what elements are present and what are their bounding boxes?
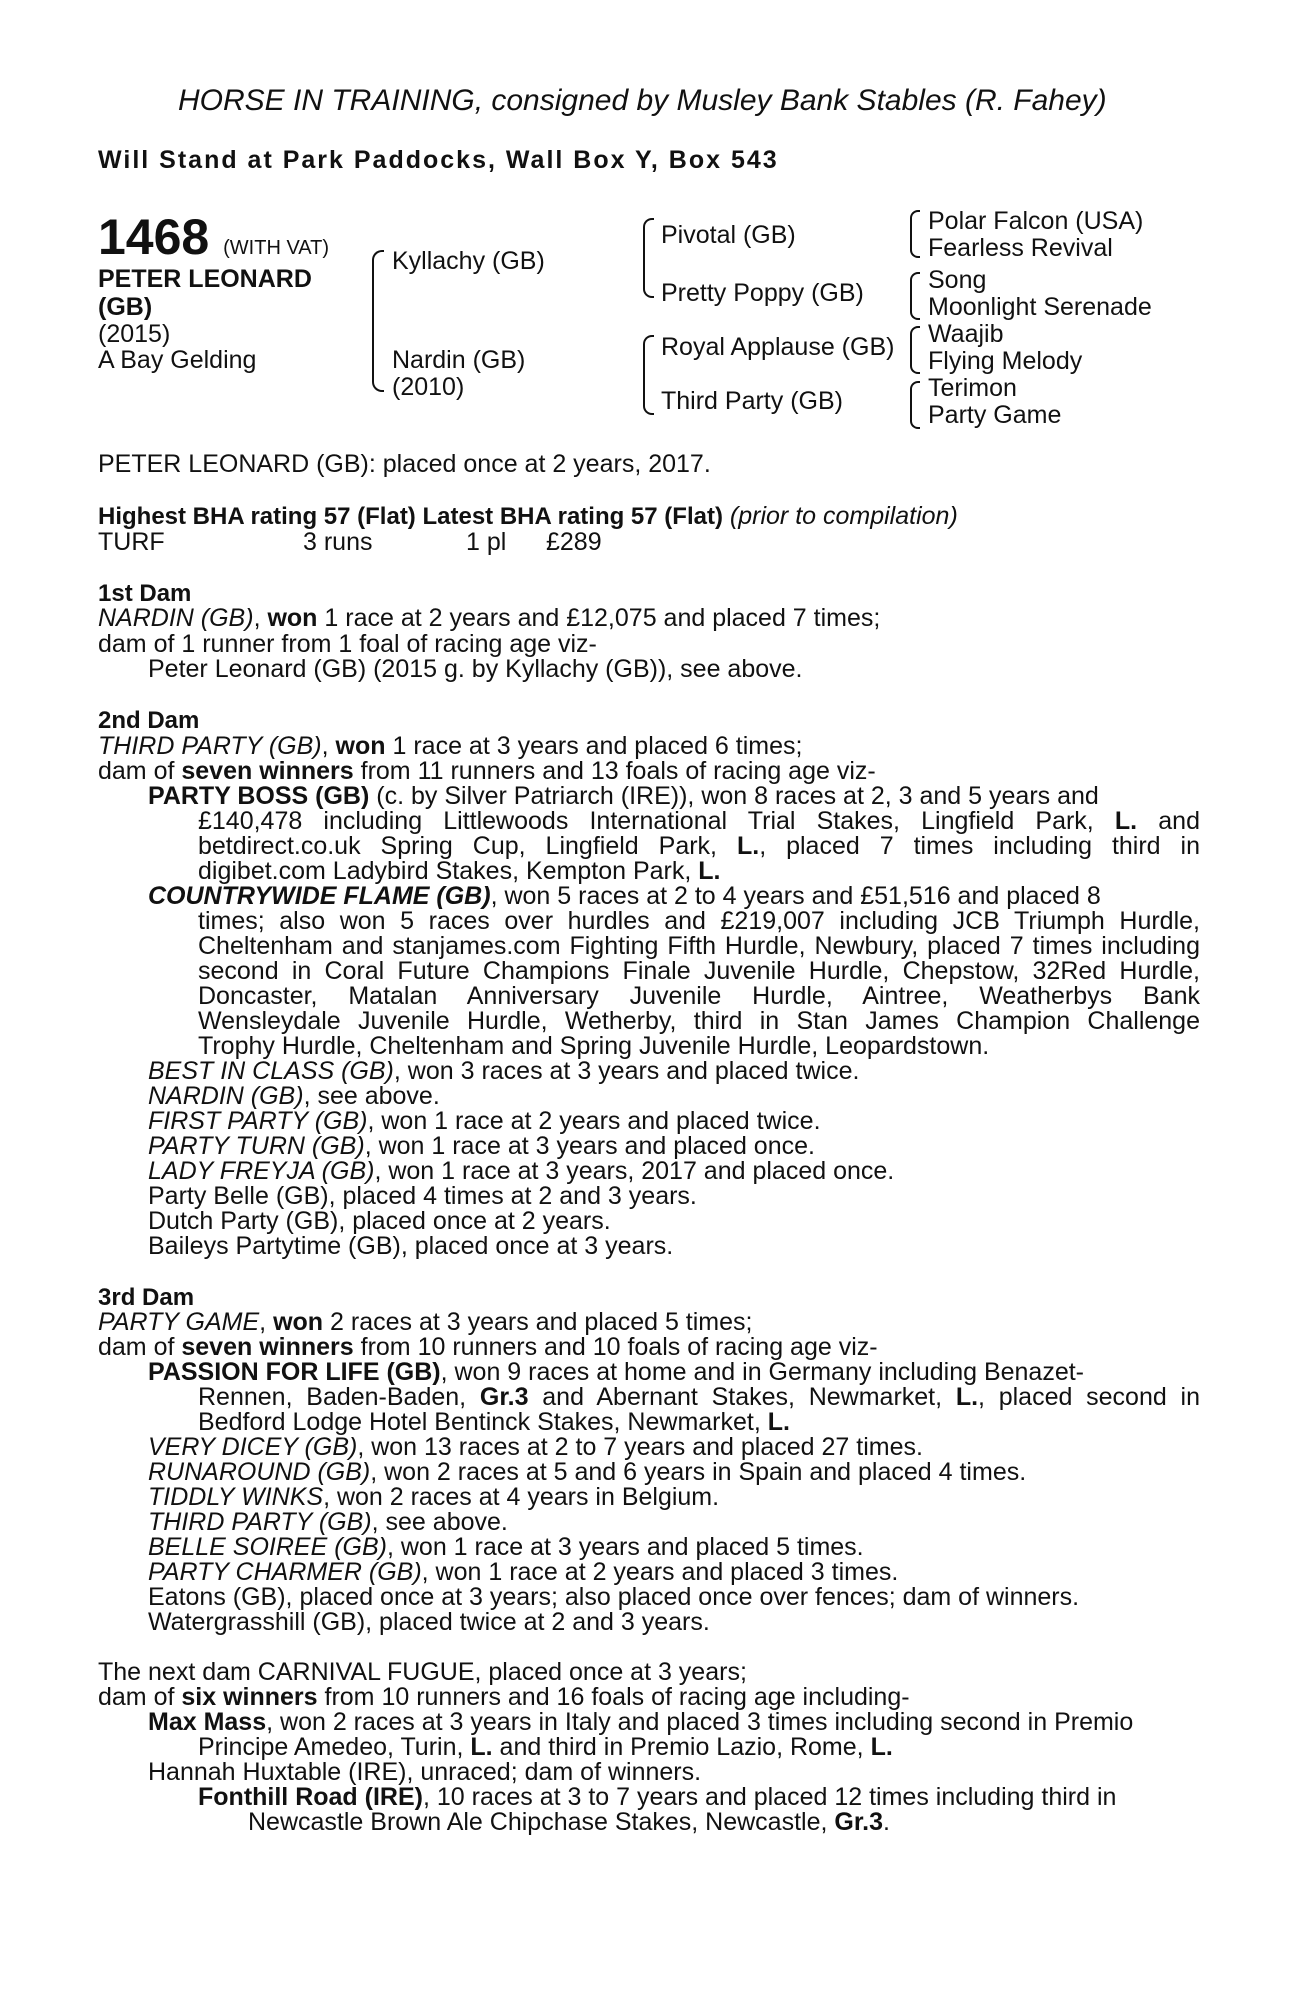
offspring-text: , won 13 races at 2 to 7 years and placed 27 times. (357, 1433, 923, 1461)
listed-badge: L. (698, 857, 721, 885)
sire-dam: Pretty Poppy (GB) (661, 279, 864, 307)
listed-badge: L. (955, 1383, 979, 1411)
offspring-hannah-huxtable: Hannah Huxtable (IRE), unraced; dam of winners. (148, 1758, 702, 1786)
offspring-fonthill-road (198, 1785, 1116, 1810)
offspring-name: FIRST PARTY (GB) (148, 1107, 368, 1135)
offspring-text: and Abernant Stakes, Newmarket, (542, 1383, 943, 1411)
offspring-name: COUNTRYWIDE FLAME (GB) (148, 882, 491, 910)
offspring-watergrasshill: Watergrasshill (GB), placed twice at 2 and 3 years. (148, 1608, 710, 1636)
dam: Nardin (GB) (392, 346, 526, 374)
offspring-text: , won 2 races at 4 years in Belgium. (323, 1483, 720, 1511)
second-dam-name: THIRD PARTY (GB) (98, 732, 322, 760)
offspring-text: , won 1 race at 3 years, 2017 and placed once. (374, 1157, 895, 1185)
offspring-text: , see above. (303, 1082, 440, 1110)
offspring-name: NARDIN (GB) (148, 1082, 304, 1110)
third-dam-record: PARTY GAME, won 2 races at 3 years and placed 5 times; (98, 1308, 753, 1336)
offspring-name: BEST IN CLASS (GB) (148, 1057, 394, 1085)
runs-count: 3 runs (303, 528, 373, 556)
first-dam-record-rest: 1 race at 2 years and £12,075 and placed 7 times; (317, 604, 881, 632)
third-dam-heading: 3rd Dam (98, 1284, 195, 1311)
offspring-text: , won 1 race at 2 years and placed 3 times. (421, 1558, 899, 1586)
grand-dam-2: Moonlight Serenade (928, 293, 1152, 321)
third-dam-produce-a: dam of (98, 1333, 182, 1361)
horse-description: A Bay Gelding (98, 346, 257, 374)
pedigree-brace-dam (643, 335, 654, 415)
offspring-party-boss-3 (198, 834, 1200, 859)
first-dam-name: NARDIN (GB) (98, 604, 254, 632)
third-dam-name: PARTY GAME (98, 1308, 260, 1336)
offspring-eatons: Eatons (GB), placed once at 3 years; also placed once over fences; dam of winners. (148, 1583, 1080, 1611)
grand-dam-3: Flying Melody (928, 347, 1083, 375)
next-dam-produce (98, 1685, 910, 1710)
offspring-belle-soiree (148, 1535, 864, 1560)
grand-dam-1: Fearless Revival (928, 234, 1113, 262)
pedigree-brace-g4 (910, 381, 920, 429)
bha-rating (98, 504, 958, 529)
offspring-passion-for-life (148, 1360, 1084, 1385)
first-dam-produce: dam of 1 runner from 1 foal of racing age viz- (98, 630, 597, 658)
dam-sire: Royal Applause (GB) (661, 333, 895, 361)
earnings: £289 (546, 528, 602, 556)
offspring-name: PARTY CHARMER (GB) (148, 1558, 422, 1586)
third-dam-record-rest: 2 races at 3 years and placed 5 times; (323, 1308, 753, 1336)
offspring-third-party (148, 1510, 508, 1535)
offspring-party-boss-4 (198, 859, 720, 884)
offspring-pf-3 (198, 1410, 790, 1435)
offspring-text: digibet.com Ladybird Stakes, Kempton Park, (198, 857, 699, 885)
offspring-lady-freyja (148, 1159, 894, 1184)
offspring-text: Rennen, Baden-Baden, (198, 1383, 467, 1411)
offspring-name: PASSION FOR LIFE (GB) (148, 1358, 441, 1386)
listed-badge: L. (870, 1733, 893, 1761)
offspring-fonthill-road-2 (248, 1810, 890, 1835)
offspring-text: , won 1 race at 2 years and placed twice. (367, 1107, 821, 1135)
offspring-countrywide-flame (148, 884, 1101, 909)
offspring-party-turn (148, 1134, 815, 1159)
first-dam-heading: 1st Dam (98, 580, 192, 607)
dam-dam: Third Party (GB) (661, 387, 843, 415)
offspring-text: Bedford Lodge Hotel Bentinck Stakes, Newmarket, (198, 1408, 768, 1436)
group-badge: Gr.3 (834, 1808, 884, 1836)
first-dam-won: won (267, 604, 318, 632)
sire-sire: Pivotal (GB) (661, 221, 796, 249)
offspring-cf-4: second in Coral Future Champions Finale Juvenile Hurdle, Chepstow, 32Red Hurdle, (198, 957, 1200, 985)
offspring-tiddly-winks (148, 1485, 719, 1510)
grand-sire-2: Song (928, 266, 987, 294)
second-dam-record-rest: 1 race at 3 years and placed 6 times; (385, 732, 803, 760)
first-dam-offspring: Peter Leonard (GB) (2015 g. by Kyllachy (GB)), see above. (148, 655, 803, 683)
listed-badge: L. (470, 1733, 493, 1761)
offspring-text: and third in Premio Lazio, Rome, (492, 1733, 871, 1761)
next-dam-produce-a: dam of (98, 1683, 182, 1711)
offspring-nardin (148, 1084, 440, 1109)
offspring-dutch-party: Dutch Party (GB), placed once at 2 years. (148, 1207, 611, 1235)
pedigree-brace-g2 (910, 272, 920, 320)
offspring-name: PARTY BOSS (GB) (148, 782, 370, 810)
offspring-name: LADY FREYJA (GB) (148, 1157, 375, 1185)
second-dam-produce (98, 759, 876, 784)
offspring-name: RUNAROUND (GB) (148, 1458, 371, 1486)
offspring-cf-7: Trophy Hurdle, Cheltenham and Spring Juvenile Hurdle, Leopardstown. (198, 1032, 990, 1060)
offspring-text: . (883, 1808, 890, 1836)
offspring-text: , won 1 race at 3 years and placed once. (364, 1132, 815, 1160)
offspring-best-in-class (148, 1059, 859, 1084)
offspring-first-party (148, 1109, 821, 1134)
offspring-name: THIRD PARTY (GB) (148, 1508, 372, 1536)
catalogue-heading: HORSE IN TRAINING, consigned by Musley Bank Stables (R. Fahey) (178, 84, 1107, 117)
vat-note: (WITH VAT) (223, 237, 330, 259)
second-dam-produce-c: from 11 runners and 13 foals of racing age viz- (353, 757, 876, 785)
offspring-text: , won 2 races at 3 years in Italy and placed 3 times including second in Premio (266, 1708, 1134, 1736)
offspring-text: , 10 races at 3 to 7 years and placed 12 times including third in (422, 1783, 1117, 1811)
grand-sire-3: Waajib (928, 320, 1004, 348)
offspring-text: , won 3 races at 3 years and placed twice. (393, 1057, 860, 1085)
listed-badge: L. (767, 1408, 790, 1436)
lot-number-line (98, 208, 329, 266)
next-dam-winners: six winners (181, 1683, 318, 1711)
offspring-text: , won 5 races at 2 to 4 years and £51,516 and placed 8 (490, 882, 1101, 910)
bha-rating-values: Highest BHA rating 57 (Flat) Latest BHA rating 57 (Flat) (98, 503, 723, 530)
next-dam-produce-c: from 10 runners and 16 foals of racing age including- (317, 1683, 910, 1711)
offspring-text: and (1158, 807, 1200, 835)
dam-year: (2010) (392, 373, 465, 401)
listed-badge: L. (1114, 807, 1138, 835)
group-badge: Gr.3 (479, 1383, 529, 1411)
listed-badge: L. (736, 832, 760, 860)
offspring-cf-5: Doncaster, Matalan Anniversary Juvenile Hurdle, Aintree, Weatherbys Bank (198, 982, 1200, 1010)
pedigree-brace-g3 (910, 326, 920, 374)
offspring-cf-2: times; also won 5 races over hurdles and £219,007 including JCB Triumph Hurdle, (198, 907, 1200, 935)
offspring-cf-6: Wensleydale Juvenile Hurdle, Wetherby, third in Stan James Champion Challenge (198, 1007, 1200, 1035)
horse-name-country: (GB) (98, 293, 153, 321)
offspring-text: (c. by Silver Patriarch (IRE)), won 8 races at 2, 3 and 5 years and (369, 782, 1099, 810)
offspring-text: , see above. (371, 1508, 508, 1536)
offspring-name: TIDDLY WINKS (148, 1483, 324, 1511)
offspring-text: , won 9 races at home and in Germany including Benazet- (440, 1358, 1085, 1386)
lot-number: 1468 (98, 209, 210, 265)
bha-rating-note: (prior to compilation) (729, 502, 958, 530)
grand-dam-4: Party Game (928, 401, 1062, 429)
pedigree-brace-g1 (910, 210, 920, 258)
offspring-runaround (148, 1460, 1026, 1485)
third-dam-won: won (273, 1308, 324, 1336)
surface-label: TURF (98, 528, 165, 556)
offspring-name: Max Mass (148, 1708, 267, 1736)
offspring-text: , placed 7 times including third in (759, 832, 1200, 860)
offspring-max-mass (148, 1710, 1133, 1735)
offspring-max-mass-2 (198, 1735, 893, 1760)
offspring-very-dicey (148, 1435, 923, 1460)
offspring-pf-2 (198, 1385, 1200, 1410)
offspring-name: BELLE SOIREE (GB) (148, 1533, 387, 1561)
second-dam-heading: 2nd Dam (98, 707, 200, 734)
offspring-party-boss-2 (198, 809, 1200, 834)
offspring-name: VERY DICEY (GB) (148, 1433, 358, 1461)
third-dam-produce-c: from 10 runners and 10 foals of racing age viz- (353, 1333, 878, 1361)
third-dam-produce (98, 1335, 878, 1360)
placings-count: 1 pl (466, 528, 507, 556)
stand-location: Will Stand at Park Paddocks, Wall Box Y, Box 543 (98, 146, 779, 174)
race-summary: PETER LEONARD (GB): placed once at 2 years, 2017. (98, 450, 711, 478)
second-dam-record: THIRD PARTY (GB), won 1 race at 3 years and placed 6 times; (98, 732, 803, 760)
offspring-text: betdirect.co.uk Spring Cup, Lingfield Park, (198, 832, 717, 860)
first-dam-record: NARDIN (GB), won 1 race at 2 years and £12,075 and placed 7 times; (98, 604, 881, 632)
offspring-name: Fonthill Road (IRE) (198, 1783, 423, 1811)
third-dam-winners: seven winners (181, 1333, 354, 1361)
offspring-party-belle: Party Belle (GB), placed 4 times at 2 and 3 years. (148, 1182, 697, 1210)
offspring-name: PARTY TURN (GB) (148, 1132, 365, 1160)
offspring-cf-3: Cheltenham and stanjames.com Fighting Fifth Hurdle, Newbury, placed 7 times including (198, 932, 1200, 960)
grand-sire-4: Terimon (928, 374, 1017, 402)
pedigree-brace-main (372, 250, 384, 392)
next-dam-record: The next dam CARNIVAL FUGUE, placed once at 3 years; (98, 1658, 747, 1686)
second-dam-produce-a: dam of (98, 757, 182, 785)
second-dam-won: won (335, 732, 386, 760)
pedigree-brace-sire (643, 218, 654, 298)
sire: Kyllachy (GB) (392, 247, 545, 275)
offspring-text: , placed second in (978, 1383, 1200, 1411)
offspring-party-charmer (148, 1560, 898, 1585)
offspring-party-boss (148, 784, 1200, 809)
grand-sire-1: Polar Falcon (USA) (928, 207, 1144, 235)
horse-name: PETER LEONARD (98, 265, 312, 293)
offspring-text: , won 1 race at 3 years and placed 5 times. (386, 1533, 864, 1561)
offspring-text: £140,478 including Littlewoods International Trial Stakes, Lingfield Park, (198, 807, 1094, 835)
second-dam-winners: seven winners (181, 757, 354, 785)
offspring-text: Principe Amedeo, Turin, (198, 1733, 471, 1761)
offspring-text: Newcastle Brown Ale Chipchase Stakes, Newcastle, (248, 1808, 835, 1836)
offspring-baileys-partytime: Baileys Partytime (GB), placed once at 3 years. (148, 1232, 674, 1260)
offspring-text: , won 2 races at 5 and 6 years in Spain and placed 4 times. (370, 1458, 1027, 1486)
foaling-year: (2015) (98, 320, 171, 348)
